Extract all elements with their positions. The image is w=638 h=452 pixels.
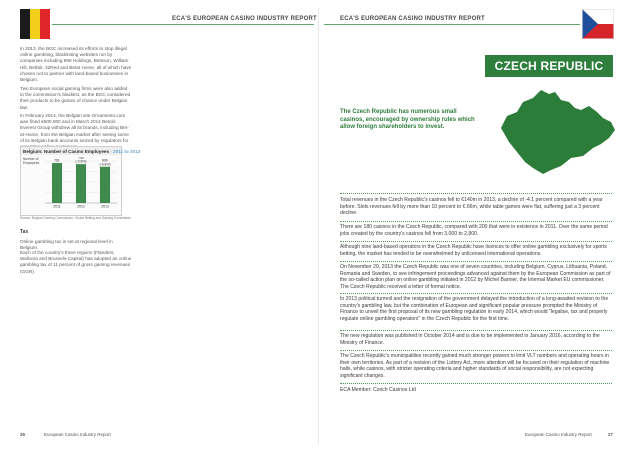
right-header-title: ECA'S EUROPEAN CASINO INDUSTRY REPORT bbox=[340, 16, 485, 22]
right-paragraph-1: Total revenues in the Czech Republic's casinos fell to €140m in 2013, a decline of -4.1 percent compared with a year before. Slots revenues fell by more than 10 percent to €.66m, while table games were flat, suffering just a 3 percent decline. bbox=[340, 197, 603, 217]
separator bbox=[340, 330, 612, 331]
employees-chart: Belgium: Number of Casino Employees - 2011 to 2013 Number of Employees 761 2011 740 (-2.8%) 2012 690 (-6.8%) 2013 bbox=[20, 146, 122, 216]
chart-tick-label: 2012 bbox=[77, 204, 85, 209]
chart-bar-2013 bbox=[100, 167, 110, 203]
right-header-rule bbox=[324, 24, 580, 25]
left-paragraph-3: In February 2014, the Belgian site Ornamento.com was fined €600,000 and in March 2014 Betclic Everest Group withdrew all its brands, including Bet-at-Home, from the Belgian market after seeing some of its Belgian bank accounts seized by regulators for bbox=[20, 113, 129, 143]
tax-paragraph-2: Each of the country's three regions (Flanders, Wallonia and Brussels-Capital) has adopted an online gambling tax of 11 percent of gross gaming revenues (GGR). bbox=[20, 250, 132, 274]
chart-tick-label: 2013 bbox=[101, 204, 109, 209]
country-title-badge: CZECH REPUBLIC bbox=[485, 55, 613, 77]
chart-source: Source: Belgian Gaming Commission, Global Betting and Gaming Consultants bbox=[20, 216, 131, 220]
right-page-number: 27 bbox=[608, 432, 614, 437]
right-paragraph-7: The Czech Republic's municipalities recently gained much stronger powers to limit VLT numbers and operating hours in their own territories. As part of a revision of the Lottery Act, more attention will be focused on their regulation of machine halls, while casinos, with stricter operating criteria and higher standards of social responsibility, are not expecting significant changes. bbox=[340, 353, 610, 379]
left-page-number: 26 bbox=[20, 432, 26, 437]
eca-member-line: ECA Member: Czech Casinos Ltd bbox=[340, 387, 416, 393]
chart-data-label: (-6.8%) bbox=[99, 162, 111, 167]
left-header-rule bbox=[52, 24, 314, 25]
chart-bar-2012 bbox=[76, 164, 86, 203]
separator bbox=[340, 350, 612, 351]
czech-map bbox=[497, 82, 617, 178]
left-paragraph-2: Two European social gaming firms were also added to the commission's blacklist, as the BGC considered their products to be games of chance under Belgian law. bbox=[20, 86, 131, 110]
right-footer-text: European Casino Industry Report bbox=[525, 432, 592, 437]
tax-paragraph-1: Online gambling tax is set at regional level in Belgium. bbox=[20, 239, 113, 251]
chart-data-label: (-2.8%) bbox=[75, 159, 87, 164]
separator bbox=[340, 261, 612, 262]
chart-title-years: 2011 to 2013 bbox=[113, 148, 141, 154]
chart-plot bbox=[21, 157, 121, 211]
right-paragraph-5: In 2013 political turmoil and the resignation of the government delayed the introduction of a long-awaited revision to the country's gambling law, but the combination of European and significant popular pressure prompted the Ministry of Finance to unveil the first proposal of its new gambling regulation in early 2014, which would "legalise, tax and properly regulate online gambling operators" in the Czech Republic for the first time. bbox=[340, 296, 609, 322]
chart-ylabel: Number of Employees bbox=[23, 157, 40, 165]
right-paragraph-6: The new regulation was published in October 2014 and is due to be implemented in January 2016, according to the Ministry of Finance. bbox=[340, 333, 600, 346]
czech-flag bbox=[582, 9, 614, 39]
chart-bar-2011 bbox=[52, 163, 62, 203]
chart-data-label: 761 bbox=[54, 158, 60, 163]
separator bbox=[340, 293, 612, 294]
separator bbox=[340, 221, 612, 222]
page-gutter bbox=[318, 8, 319, 444]
left-footer-text: European Casino Industry Report bbox=[44, 432, 111, 437]
separator bbox=[340, 193, 612, 194]
chart-data-label: 690 bbox=[102, 158, 108, 163]
chart-title: Belgium: Number of Casino Employees bbox=[23, 148, 110, 154]
right-paragraph-4: On November 20, 2013 the Czech Republic was one of seven countries, including Belgium, Cyprus, Lithuania, Poland, Romania and Sweden, to see infringement proceedings advanced against them by the European Commission as part of the so-called action plan on online gambling initiated in 2012 by Michel Barnier, the Internal Market EU commissioner. The Czech Republic received a letter of formal notice. bbox=[340, 264, 611, 290]
right-paragraph-2: There are 180 casinos in the Czech Republic, compared with 200 that were in existence in 2011. Over the same period jobs created by the country's casinos fell from 3,000 to 2,800. bbox=[340, 224, 608, 237]
left-header-title: ECA'S EUROPEAN CASINO INDUSTRY REPORT bbox=[172, 16, 317, 22]
belgium-flag bbox=[20, 9, 50, 39]
left-paragraph-1: In 2013, the BGC increased its efforts to stop illegal online gambling, blacklisting websites run by companies including 888 Holdings, Betsson, William Hill, Betfair, 32Red and Betat Home, all of which have chosen not to partner with land-based businesses in Belgium. bbox=[20, 46, 132, 83]
separator bbox=[340, 383, 612, 384]
lead-paragraph: The Czech Republic has numerous small casinos, encouraged by ownership rules which allow foreign shareholders to invest. bbox=[340, 109, 475, 131]
right-paragraph-3: Although nine land-based operators in the Czech Republic have licences to offer online gambling exclusively for sports betting, the market has tended to be overwhelmed by unlicensed international operations. bbox=[340, 244, 607, 257]
separator bbox=[340, 241, 612, 242]
chart-tick-label: 2011 bbox=[53, 204, 61, 209]
chart-data-label: 740 bbox=[78, 157, 84, 161]
tax-heading: Tax bbox=[20, 229, 29, 235]
